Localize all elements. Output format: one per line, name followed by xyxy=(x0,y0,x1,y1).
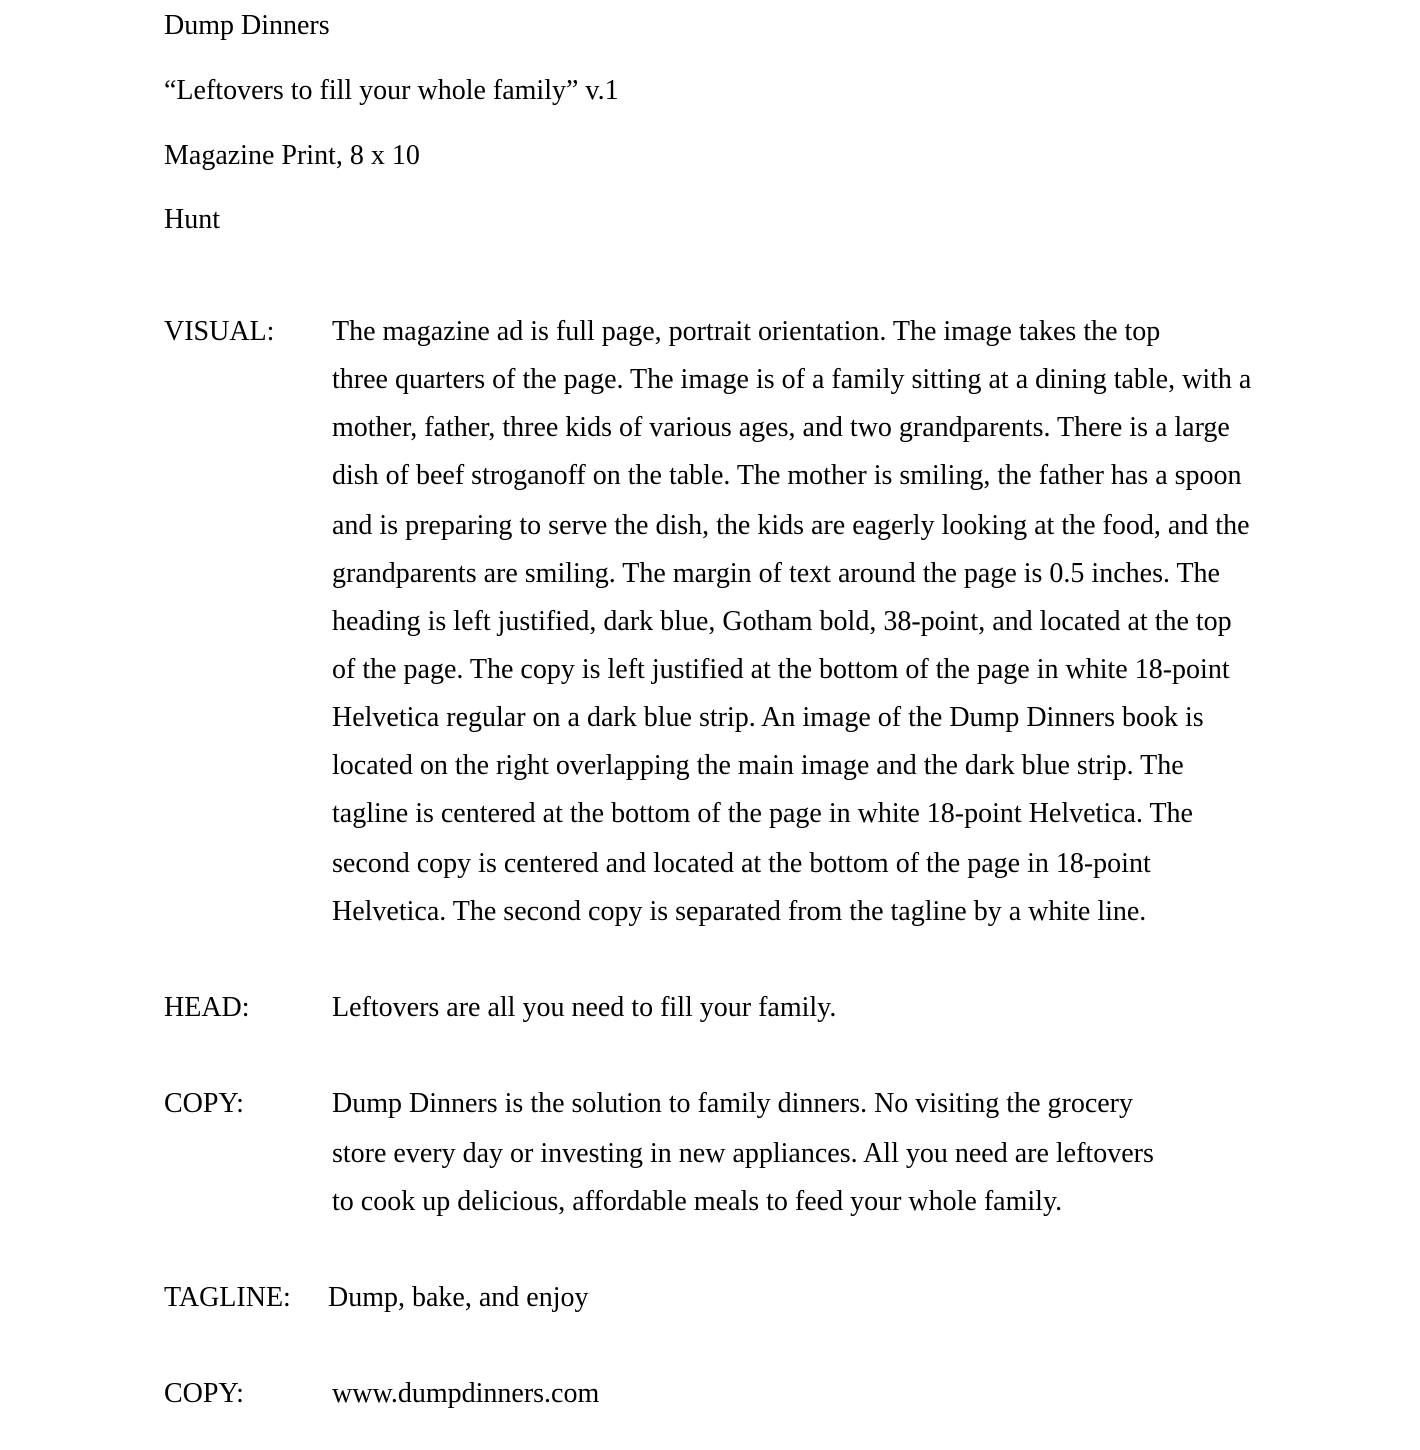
visual-line: Helvetica. The second copy is separated from the tagline by a white line. xyxy=(332,896,1147,927)
visual-label: VISUAL: xyxy=(164,316,275,347)
campaign-version: “Leftovers to fill your whole family” v.1 xyxy=(164,75,619,106)
visual-line: second copy is centered and located at the bottom of the page in 18-point xyxy=(332,848,1151,879)
copy2-label: COPY: xyxy=(164,1378,244,1409)
document-title: Dump Dinners xyxy=(164,10,330,41)
print-format: Magazine Print, 8 x 10 xyxy=(164,140,420,171)
visual-line: tagline is centered at the bottom of the page in white 18-point Helvetica. The xyxy=(332,798,1193,829)
tagline-text: Dump, bake, and enjoy xyxy=(328,1282,589,1313)
copy-line: to cook up delicious, affordable meals to feed your whole family. xyxy=(332,1186,1063,1217)
visual-line: dish of beef stroganoff on the table. The mother is smiling, the father has a spoon xyxy=(332,460,1242,491)
visual-line: and is preparing to serve the dish, the kids are eagerly looking at the food, and the xyxy=(332,510,1250,541)
visual-line: The magazine ad is full page, portrait orientation. The image takes the top xyxy=(332,316,1161,347)
copy-label: COPY: xyxy=(164,1088,244,1119)
visual-line: mother, father, three kids of various ages, and two grandparents. There is a large xyxy=(332,412,1230,443)
website-url: www.dumpdinners.com xyxy=(332,1378,600,1409)
copy-line: Dump Dinners is the solution to family dinners. No visiting the grocery xyxy=(332,1088,1134,1119)
visual-line: three quarters of the page. The image is of a family sitting at a dining table, with a xyxy=(332,364,1252,395)
author-name: Hunt xyxy=(164,204,220,235)
visual-line: of the page. The copy is left justified at the bottom of the page in white 18-point xyxy=(332,654,1230,685)
tagline-label: TAGLINE: xyxy=(164,1282,291,1313)
visual-line: heading is left justified, dark blue, Gotham bold, 38-point, and located at the top xyxy=(332,606,1232,637)
visual-line: grandparents are smiling. The margin of text around the page is 0.5 inches. The xyxy=(332,558,1220,589)
visual-line: located on the right overlapping the main image and the dark blue strip. The xyxy=(332,750,1184,781)
visual-line: Helvetica regular on a dark blue strip. An image of the Dump Dinners book is xyxy=(332,702,1204,733)
head-label: HEAD: xyxy=(164,992,250,1023)
head-text: Leftovers are all you need to fill your family. xyxy=(332,992,837,1023)
copy-line: store every day or investing in new appliances. All you need are leftovers xyxy=(332,1138,1154,1169)
